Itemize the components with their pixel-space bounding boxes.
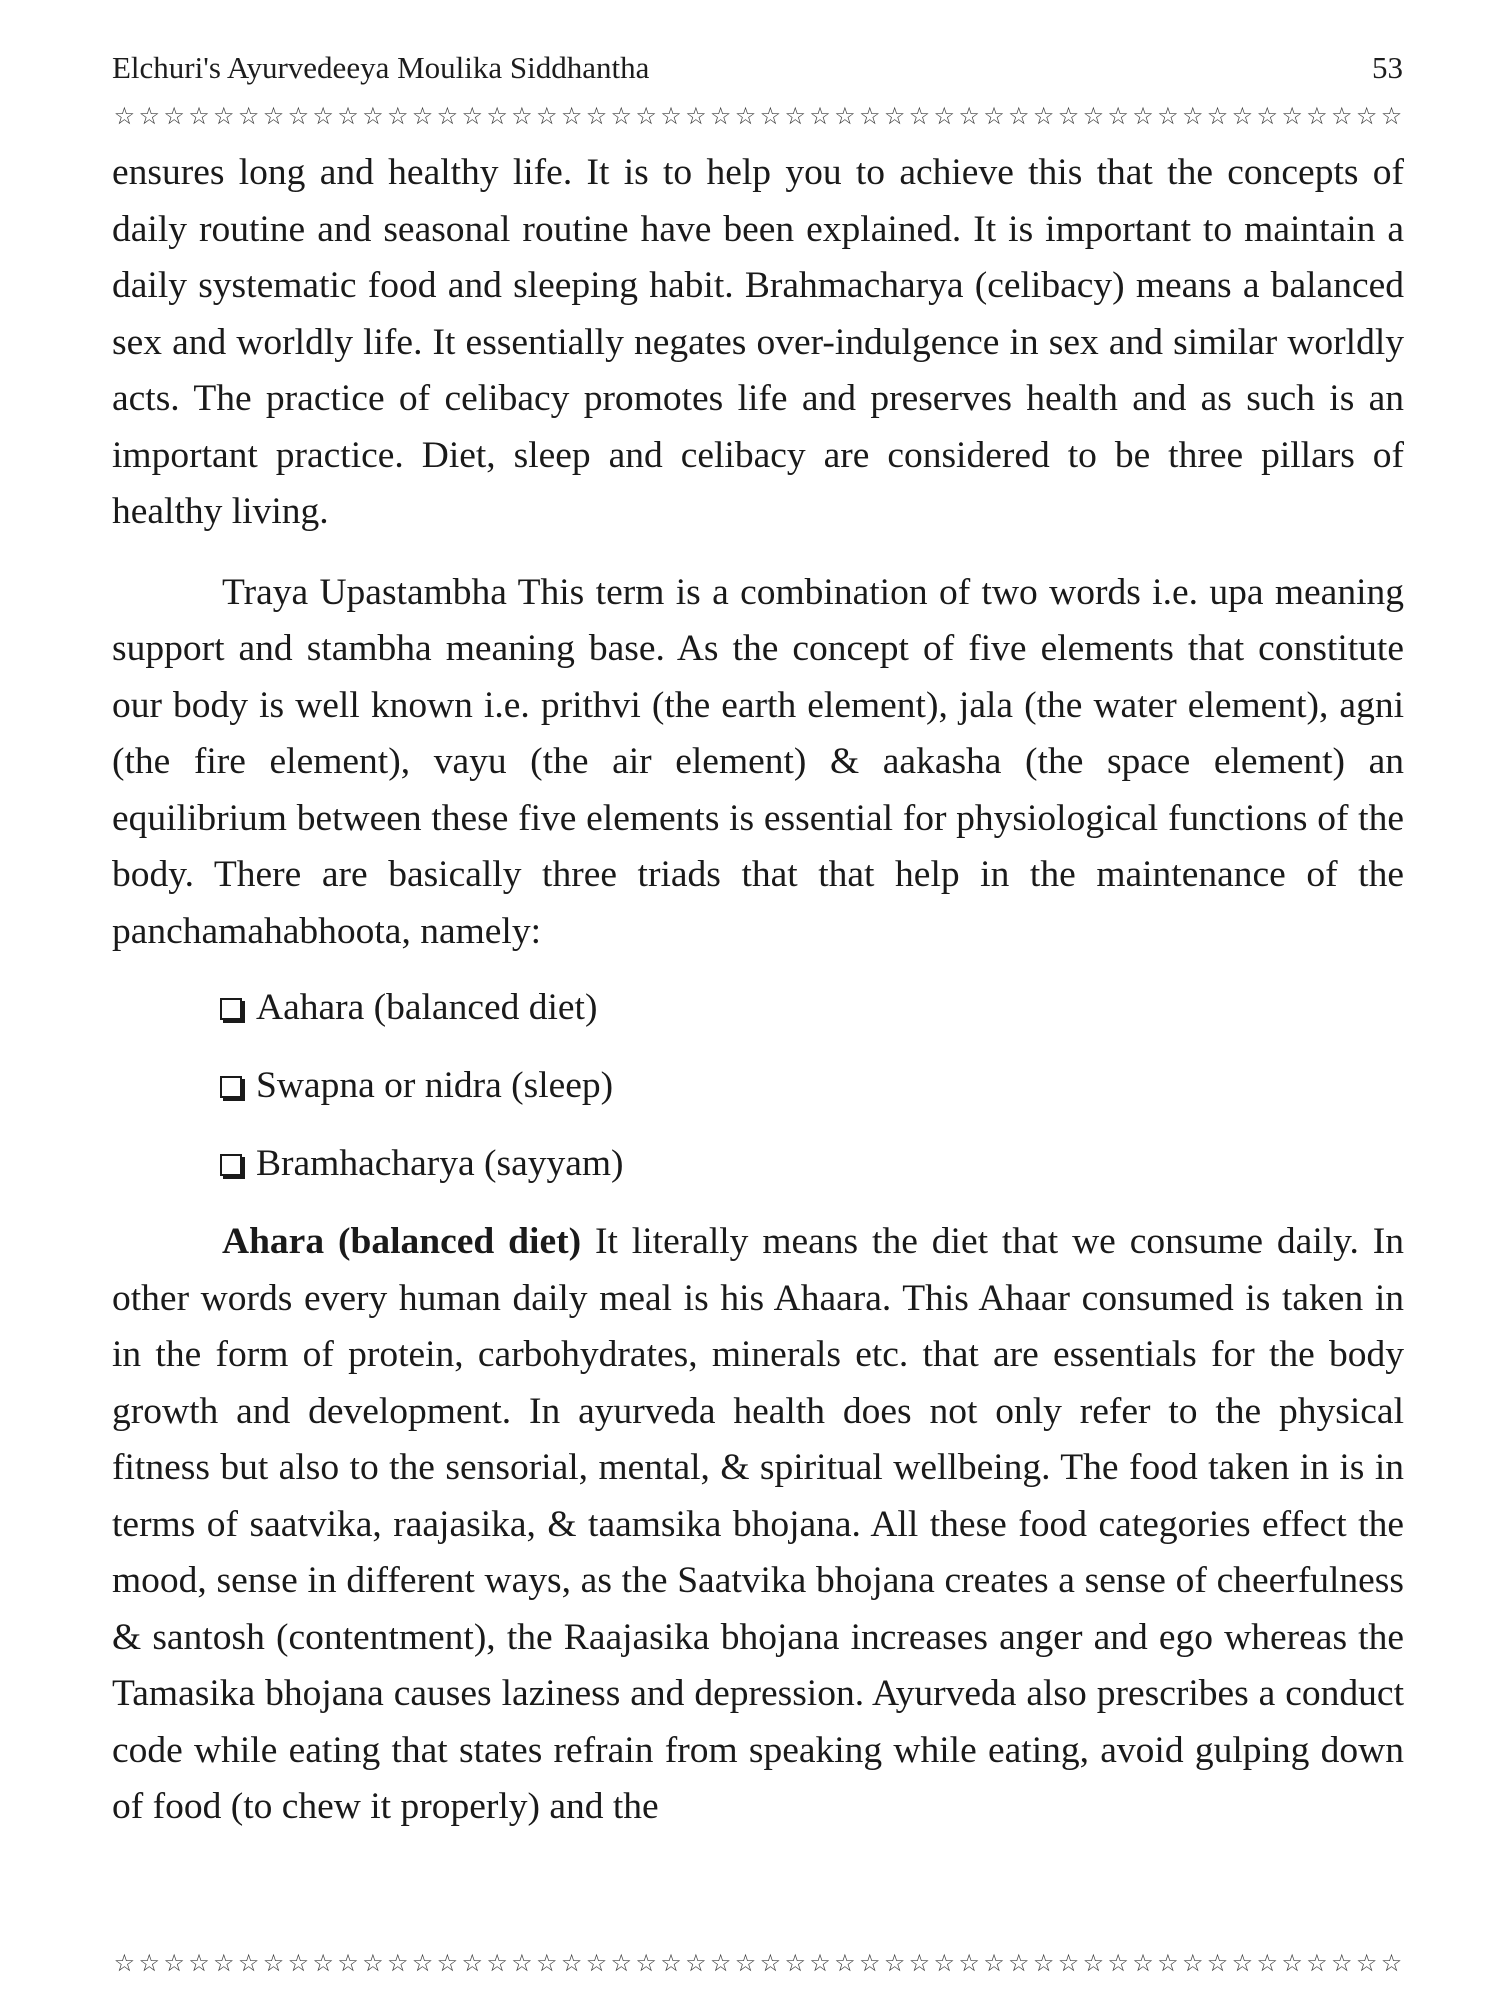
star-icon: ☆ (1380, 1950, 1403, 1976)
star-icon: ☆ (933, 1950, 956, 1976)
star-icon: ☆ (1355, 103, 1378, 129)
star-icon: ☆ (1256, 103, 1278, 129)
star-border-top (112, 103, 1404, 129)
star-icon: ☆ (362, 103, 384, 129)
star-icon: ☆ (1008, 103, 1030, 129)
star-icon: ☆ (337, 1950, 359, 1976)
star-icon: ☆ (809, 103, 831, 129)
star-icon: ☆ (188, 1950, 210, 1976)
star-icon: ☆ (461, 1950, 483, 1976)
star-icon: ☆ (759, 103, 782, 129)
star-icon: ☆ (411, 1950, 434, 1976)
star-icon: ☆ (1032, 103, 1055, 129)
star-icon: ☆ (809, 1950, 831, 1976)
star-icon: ☆ (983, 1950, 1005, 1976)
star-icon: ☆ (908, 103, 931, 129)
star-icon: ☆ (411, 103, 434, 129)
star-icon: ☆ (237, 1950, 260, 1976)
star-icon: ☆ (610, 1950, 633, 1976)
page-number: 53 (1372, 50, 1403, 85)
star-icon: ☆ (1256, 1950, 1278, 1976)
star-icon: ☆ (1181, 1950, 1204, 1976)
star-icon: ☆ (958, 1950, 980, 1976)
star-icon: ☆ (213, 1950, 235, 1976)
star-icon: ☆ (1032, 1950, 1055, 1976)
star-icon: ☆ (883, 1950, 906, 1976)
checkbox-icon (220, 1076, 242, 1098)
star-icon: ☆ (436, 1950, 459, 1976)
star-icon: ☆ (958, 103, 980, 129)
star-border-bottom (112, 1950, 1404, 1976)
star-icon: ☆ (1082, 103, 1105, 129)
star-icon: ☆ (188, 103, 210, 129)
star-icon: ☆ (660, 103, 682, 129)
page-body (112, 145, 1404, 1836)
star-icon: ☆ (536, 1950, 558, 1976)
star-icon: ☆ (734, 103, 757, 129)
star-icon: ☆ (883, 103, 906, 129)
star-icon: ☆ (1132, 1950, 1154, 1976)
star-icon: ☆ (312, 1950, 334, 1976)
checkbox-icon (220, 1154, 242, 1176)
star-icon: ☆ (1281, 1950, 1303, 1976)
star-icon: ☆ (163, 103, 185, 129)
star-icon: ☆ (635, 1950, 657, 1976)
ahara-heading: Ahara (balanced diet) (222, 1221, 582, 1262)
star-icon: ☆ (1206, 1950, 1229, 1976)
star-icon: ☆ (1132, 103, 1154, 129)
star-icon: ☆ (213, 103, 235, 129)
star-icon: ☆ (287, 1950, 310, 1976)
checkbox-icon (220, 998, 242, 1020)
star-icon: ☆ (660, 1950, 682, 1976)
paragraph-ahara (112, 1214, 1404, 1836)
page-header (112, 50, 1403, 94)
star-icon: ☆ (1181, 103, 1204, 129)
star-icon: ☆ (560, 103, 583, 129)
paragraph-daily-routine: ensures long and healthy life. It is to help you to achieve this that the concepts of daily routine and seasonal routine have been explained. It is important to maintain a daily systematic food and sleeping habit. Brahmacharya (celibacy) means a balanced sex and worldly life. It essentially negates over-indulgence in sex and similar worldly acts. The practice of celibacy promotes life and preserves health and as such is an important practice. Diet, sleep and celibacy are considered to be three pillars of healthy living. (112, 152, 1404, 532)
star-icon: ☆ (1107, 103, 1129, 129)
star-icon: ☆ (933, 103, 956, 129)
star-icon: ☆ (734, 1950, 757, 1976)
star-icon: ☆ (709, 103, 732, 129)
star-icon: ☆ (436, 103, 459, 129)
star-icon: ☆ (1355, 1950, 1378, 1976)
star-icon: ☆ (138, 103, 161, 129)
list-item (220, 1058, 1404, 1136)
star-icon: ☆ (685, 1950, 707, 1976)
star-icon: ☆ (312, 103, 334, 129)
star-icon: ☆ (386, 103, 409, 129)
list-item-label: Swapna or nidra (sleep) (256, 1065, 614, 1106)
star-icon: ☆ (759, 1950, 782, 1976)
star-icon: ☆ (1306, 1950, 1328, 1976)
star-icon: ☆ (585, 1950, 608, 1976)
star-icon: ☆ (1008, 1950, 1030, 1976)
star-icon: ☆ (1231, 103, 1254, 129)
star-icon: ☆ (362, 1950, 384, 1976)
star-icon: ☆ (486, 1950, 508, 1976)
star-icon: ☆ (1331, 103, 1353, 129)
paragraph-traya-upastambha: Traya Upastambha This term is a combination of two words i.e. upa meaning support and stambha meaning base. As the concept of five elements that constitute our body is well known i.e. prithvi (the earth element), jala (the water element), agni (the fire element), vayu (the air element) & aakasha (the space element) an equilibrium between these five elements is essential for physiological functions of the body. There are basically three triads that that help in the maintenance of the panchamahabhoota, namely: (112, 571, 1404, 952)
star-icon: ☆ (635, 103, 657, 129)
star-icon: ☆ (709, 1950, 732, 1976)
star-icon: ☆ (262, 1950, 285, 1976)
star-icon: ☆ (386, 1950, 409, 1976)
star-icon: ☆ (1380, 103, 1403, 129)
star-icon: ☆ (585, 103, 608, 129)
star-icon: ☆ (1107, 1950, 1129, 1976)
star-icon: ☆ (262, 103, 285, 129)
star-icon: ☆ (163, 1950, 185, 1976)
list-item-label: Bramhacharya (sayyam) (256, 1143, 624, 1184)
star-icon: ☆ (287, 103, 310, 129)
list-item-label: Aahara (balanced diet) (256, 987, 598, 1028)
triad-list (112, 980, 1404, 1214)
star-icon: ☆ (784, 1950, 806, 1976)
star-icon: ☆ (858, 1950, 881, 1976)
star-icon: ☆ (237, 103, 260, 129)
star-icon: ☆ (1281, 103, 1303, 129)
star-icon: ☆ (560, 1950, 583, 1976)
star-icon: ☆ (461, 103, 483, 129)
star-icon: ☆ (1206, 103, 1229, 129)
star-icon: ☆ (511, 103, 533, 129)
star-icon: ☆ (685, 103, 707, 129)
star-icon: ☆ (1057, 103, 1080, 129)
star-icon: ☆ (784, 103, 806, 129)
list-item (220, 1136, 1404, 1214)
star-icon: ☆ (610, 103, 633, 129)
star-icon: ☆ (1331, 1950, 1353, 1976)
star-icon: ☆ (1157, 1950, 1179, 1976)
star-icon: ☆ (834, 1950, 856, 1976)
star-icon: ☆ (983, 103, 1005, 129)
star-icon: ☆ (113, 103, 136, 129)
star-icon: ☆ (1231, 1950, 1254, 1976)
star-icon: ☆ (908, 1950, 931, 1976)
star-icon: ☆ (1082, 1950, 1105, 1976)
running-title: Elchuri's Ayurvedeeya Moulika Siddhantha (112, 50, 650, 85)
star-icon: ☆ (1057, 1950, 1080, 1976)
star-icon: ☆ (858, 103, 881, 129)
star-icon: ☆ (834, 103, 856, 129)
star-icon: ☆ (138, 1950, 161, 1976)
star-icon: ☆ (1157, 103, 1179, 129)
star-icon: ☆ (486, 103, 508, 129)
list-item (220, 980, 1404, 1058)
star-icon: ☆ (511, 1950, 533, 1976)
ahara-body: It literally means the diet that we consume daily. In other words every human daily meal is his Ahaara. This Ahaar consumed is taken in in the form of protein, carbohydrates, minerals etc. that are essentials for the body growth and development. In ayurveda health does not only refer to the physical fitness but also to the sensorial, mental, & spiritual wellbeing. The food taken in is in terms of saatvika, raajasika, & taamsika bhojana. All these food categories effect the mood, sense in different ways, as the Saatvika bhojana creates a sense of cheerfulness & santosh (contentment), the Raajasika bhojana increases anger and ego whereas the Tamasika bhojana causes laziness and depression. Ayurveda also prescribes a conduct code while eating that states refrain from speaking while eating, avoid gulping down of food (to chew it properly) and the (112, 1221, 1404, 1827)
star-icon: ☆ (337, 103, 359, 129)
star-icon: ☆ (536, 103, 558, 129)
star-icon: ☆ (1306, 103, 1328, 129)
star-icon: ☆ (113, 1950, 136, 1976)
